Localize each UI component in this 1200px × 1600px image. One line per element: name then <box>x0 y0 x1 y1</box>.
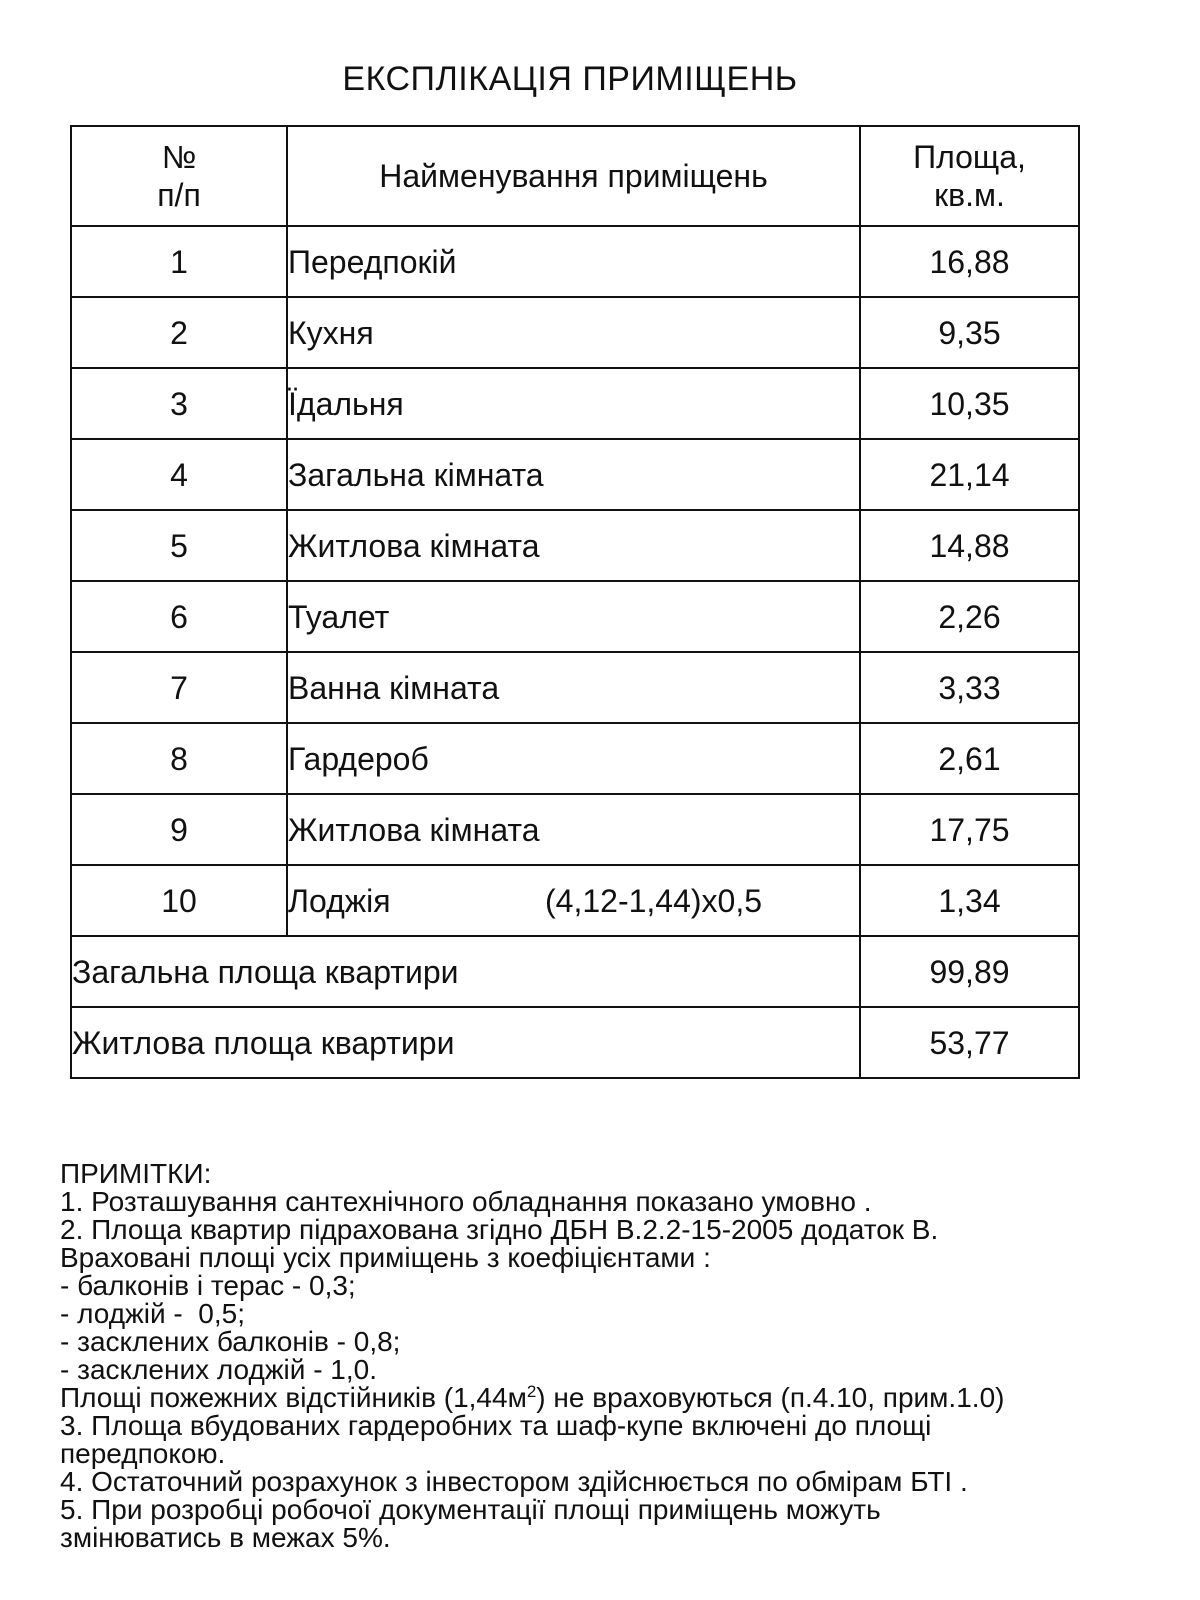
note-line: - засклених балконів - 0,8; <box>60 1326 401 1357</box>
note-line: передпокою. <box>60 1438 226 1469</box>
header-number <box>71 126 287 226</box>
area-formula: (4,12-1,44)х0,5 <box>545 882 763 919</box>
row-room-name: Загальна кімната <box>287 439 860 510</box>
note-line: Враховані площі усіх приміщень з коефіцієнтами : <box>60 1242 711 1273</box>
row-area: 10,35 <box>860 368 1079 439</box>
note-text: ) не враховуються (п.4.10, прим.1.0) <box>536 1382 1005 1413</box>
note-line: - балконів і терас - 0,3; <box>60 1270 356 1301</box>
note-line: 2. Площа квартир підрахована згідно ДБН В.2.2-15-2005 додаток В. <box>60 1214 939 1245</box>
row-room-name: Їдальня <box>287 368 860 439</box>
row-area: 16,88 <box>860 226 1079 297</box>
notes-section <box>60 1160 1160 1552</box>
note-line: 1. Розташування сантехнічного обладнання показано умовно . <box>60 1186 872 1217</box>
row-number: 1 <box>71 226 287 297</box>
row-room-name: Житлова кімната <box>287 794 860 865</box>
summary-value: 53,77 <box>860 1007 1079 1078</box>
row-number: 9 <box>71 794 287 865</box>
table-header-row <box>71 126 1079 226</box>
table-row <box>71 368 1079 439</box>
row-room-name-cell <box>287 865 860 936</box>
note-line-fire-compartments <box>60 1384 1160 1412</box>
row-room-name: Передпокій <box>287 226 860 297</box>
header-area-line1: Площа, <box>913 139 1026 175</box>
row-number: 3 <box>71 368 287 439</box>
row-room-name: Кухня <box>287 297 860 368</box>
table-row <box>71 297 1079 368</box>
summary-value: 99,89 <box>860 936 1079 1007</box>
note-line: - засклених лоджій - 1,0. <box>60 1354 377 1385</box>
header-area <box>860 126 1079 226</box>
summary-row-living-area <box>71 1007 1079 1078</box>
note-line: - лоджій - 0,5; <box>60 1298 246 1329</box>
table-row <box>71 723 1079 794</box>
table-row <box>71 794 1079 865</box>
table-row <box>71 865 1079 936</box>
row-number: 7 <box>71 652 287 723</box>
row-area: 1,34 <box>860 865 1079 936</box>
row-number: 5 <box>71 510 287 581</box>
note-text: Площі пожежних відстійників (1,44м <box>60 1382 527 1413</box>
table-row <box>71 439 1079 510</box>
row-room-name: Туалет <box>287 581 860 652</box>
row-room-name: Гардероб <box>287 723 860 794</box>
row-area: 2,61 <box>860 723 1079 794</box>
row-number: 8 <box>71 723 287 794</box>
room-name-wrap <box>288 882 859 920</box>
note-line: змінюватись в межах 5%. <box>60 1522 391 1553</box>
row-number: 4 <box>71 439 287 510</box>
superscript: 2 <box>526 1382 537 1401</box>
row-number: 10 <box>71 865 287 936</box>
row-area: 2,26 <box>860 581 1079 652</box>
row-area: 3,33 <box>860 652 1079 723</box>
summary-label: Житлова площа квартири <box>71 1007 860 1078</box>
header-number-line1: № <box>161 139 197 175</box>
note-line: 5. При розробці робочої документації площі приміщень можуть <box>60 1494 881 1525</box>
row-area: 17,75 <box>860 794 1079 865</box>
table-row <box>71 226 1079 297</box>
row-area: 21,14 <box>860 439 1079 510</box>
document-title: ЕКСПЛІКАЦІЯ ПРИМІЩЕНЬ <box>342 60 798 98</box>
notes-heading: ПРИМІТКИ: <box>60 1158 212 1189</box>
header-area-line2: кв.м. <box>934 177 1005 213</box>
header-room-name: Найменування приміщень <box>287 126 860 226</box>
rooms-explication-table <box>70 125 1080 1079</box>
note-line: 3. Площа вбудованих гардеробних та шаф-купе включені до площі <box>60 1410 932 1441</box>
table-row <box>71 581 1079 652</box>
row-room-name: Лоджія <box>288 882 391 919</box>
row-area: 9,35 <box>860 297 1079 368</box>
row-room-name: Житлова кімната <box>287 510 860 581</box>
row-number: 6 <box>71 581 287 652</box>
summary-label: Загальна площа квартири <box>71 936 860 1007</box>
row-room-name: Ванна кімната <box>287 652 860 723</box>
row-area: 14,88 <box>860 510 1079 581</box>
header-number-line2: п/п <box>157 177 201 213</box>
note-line: 4. Остаточний розрахунок з інвестором здійснюється по обмірам БТІ . <box>60 1466 968 1497</box>
table-row <box>71 652 1079 723</box>
row-number: 2 <box>71 297 287 368</box>
summary-row-total-area <box>71 936 1079 1007</box>
table-row <box>71 510 1079 581</box>
